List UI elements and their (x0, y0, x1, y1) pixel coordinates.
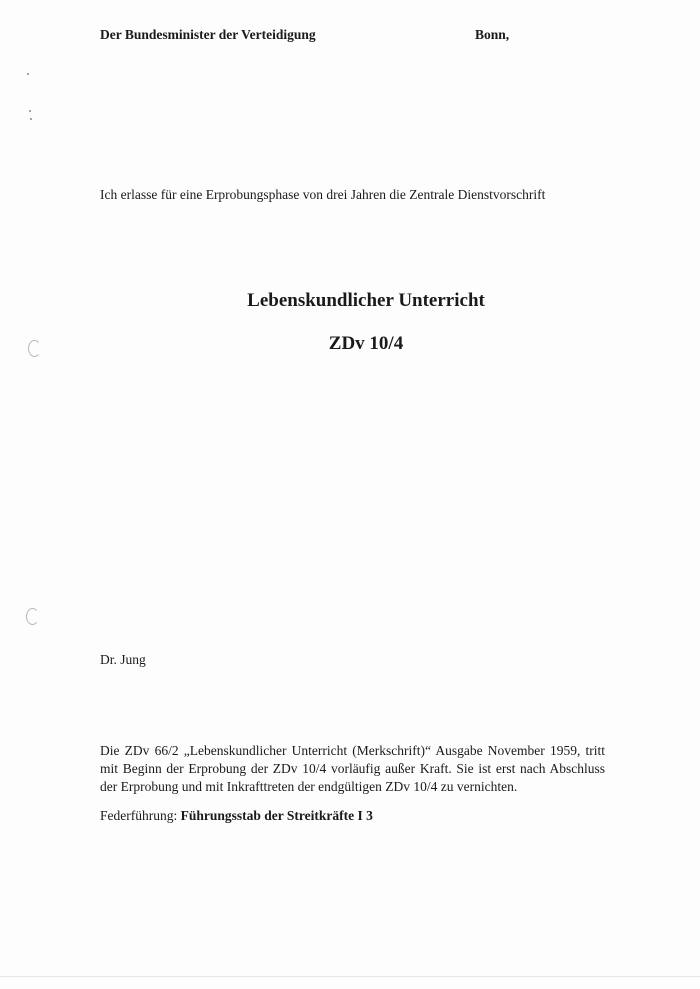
lead-value: Führungsstab der Streitkräfte I 3 (180, 808, 373, 823)
signature-name: Dr. Jung (100, 652, 146, 667)
lead-label: Federführung: (100, 808, 178, 823)
intro-sentence: Ich erlasse für eine Erprobungsphase von drei Jahren die Zentrale Dienstvorschrift (100, 187, 546, 202)
scan-speck (27, 73, 29, 75)
issuing-authority: Der Bundesminister der Verteidigung (100, 27, 316, 42)
supersession-notice: Die ZDv 66/2 „Lebenskundlicher Unterricht (Merkschrift)“ Ausgabe November 1959, tritt mit Beginn der Erprobung der ZDv 10/4 vorläufig außer Kraft. Sie ist erst nach Abschluss der Erprobung und mit Inkrafttreten der endgültigen ZDv 10/4 zu vernichten. (100, 743, 605, 794)
place-line: Bonn, (475, 27, 510, 42)
punch-hole-mark (26, 608, 39, 625)
document-title: Lebenskundlicher Unterricht (247, 290, 485, 311)
scan-speck (29, 110, 31, 112)
lead-responsibility (100, 808, 373, 824)
scan-speck (30, 118, 32, 120)
document-number: ZDv 10/4 (328, 333, 404, 354)
scan-edge-line (0, 976, 700, 977)
punch-hole-mark (28, 340, 41, 357)
